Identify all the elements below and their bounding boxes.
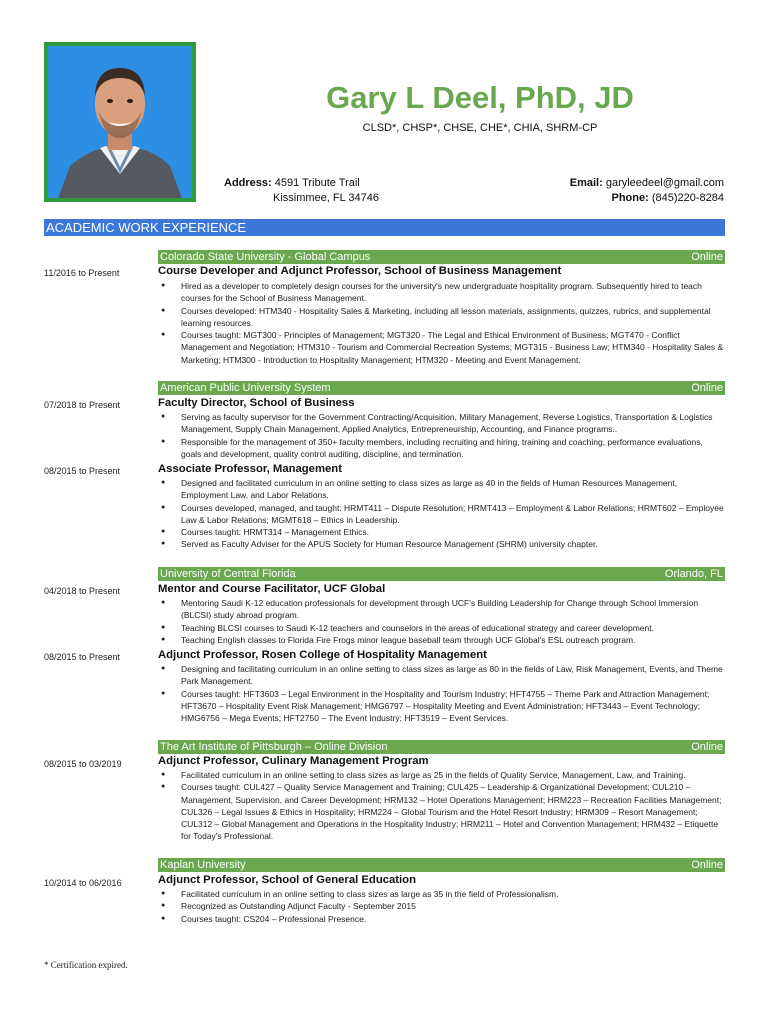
bullet-icon: ● [161, 623, 166, 631]
date-range: 04/2018 to Present [44, 586, 121, 596]
list-item: ● Designed and facilitated curriculum in an online setting to class sizes as large as 40 in the fields of Human Resources Management, Employment Law, and Labor Relations. [161, 478, 678, 501]
address-block [224, 176, 379, 206]
bullet-icon: ● [161, 437, 166, 445]
date-range: 11/2016 to Present [44, 268, 120, 278]
phone-number: (845)220-8284 [651, 192, 724, 204]
org-name: University of Central Florida [160, 568, 296, 580]
bullet-icon: ● [161, 479, 166, 486]
org-bar [158, 567, 725, 581]
position-title: Adjunct Professor, School of General Education [158, 874, 416, 886]
bullet-icon: ● [161, 783, 166, 791]
list-item: ● Facilitated curriculum in an online setting to class sizes as large as 25 in the fields of Quality Service, Management, Law, and Training. [161, 770, 686, 780]
bullet-icon: ● [161, 413, 166, 420]
list-item: ● Recognized as Outstanding Adjunct Faculty - September 2015 [161, 901, 416, 912]
org-bar [158, 858, 725, 872]
date-range: 07/2018 to Present [44, 400, 121, 410]
bullet-icon: ● [161, 331, 166, 339]
org-name: The Art Institute of Pittsburgh – Online Division [160, 741, 388, 753]
bullet-list [158, 597, 725, 646]
profile-portrait-icon [48, 46, 192, 198]
bullet-list [158, 477, 725, 551]
bullet-icon: ● [161, 599, 166, 606]
phone-label: Phone: [611, 192, 649, 204]
email-link[interactable]: garyleedeel@gmail.com [605, 177, 724, 189]
list-item: ● Hired as a developer to completely design courses for the university's new undergraduate hospitality program. Subsequently hired to teach courses for the School of Business Management. [161, 281, 702, 304]
list-item: ● Mentoring Saudi K-12 education professionals for development through UCF's Building Leadership for Change through School Immersion (BLCSI) study abroad program. [161, 598, 699, 621]
date-range: 08/2015 to Present [44, 652, 121, 662]
list-item: ● Responsible for the management of 350+ faculty members, including recruiting and hiring, training and coaching, performance evaluations, goals and development, quality control auditing, discipline, and termination. [161, 436, 703, 459]
bullet-list [158, 769, 725, 843]
org-bar [158, 740, 725, 754]
bullet-list [158, 663, 725, 724]
list-item: ● Courses developed: HTM340 - Hospitality Sales & Marketing, including all lesson materials, assignments, quizzes, rubrics, and supplemental learning resources. [161, 305, 711, 328]
address-line1: 4591 Tribute Trail [274, 177, 360, 189]
list-item: ● Courses taught: HRMT314 – Management Ethics. [161, 527, 370, 538]
candidate-name: Gary L Deel, PhD, JD [326, 80, 634, 115]
address-line2: Kissimmee, FL 34746 [273, 192, 379, 204]
list-item: ● Teaching BLCSI courses to Saudi K-12 teachers and counselors in the areas of educational strategy and career development. [161, 622, 654, 633]
bullet-icon: ● [161, 635, 166, 643]
bullet-list [158, 280, 725, 366]
footnote: * Certification expired. [44, 960, 128, 970]
profile-photo [48, 46, 192, 198]
list-item: ● Facilitated curriculum in an online setting to class sizes as large as 35 in the field of Professionalism. [161, 889, 559, 899]
org-name: American Public University System [160, 382, 331, 394]
bullet-icon: ● [161, 306, 166, 314]
profile-photo-frame [44, 42, 196, 202]
org-location: Online [691, 382, 723, 394]
position-title: Adjunct Professor, Rosen College of Hospitality Management [158, 649, 487, 661]
position-title: Associate Professor, Management [158, 463, 342, 475]
bullet-icon: ● [161, 914, 166, 922]
list-item: ● Courses taught: CUL427 – Quality Service Management and Training; CUL425 – Leadership & Organizational Development; CUL210 – Management, Supervision, and Career Development; HRM132 – Hotel Operations Management; HRM223 – Recreation Facilities Management; CUL326 – Legal Issues & Ethics in Hospitality; HRM224 – Global Tourism and the Hotel Resort Industry; HRM309 – Resort Management; CUL312 – Global Management and Operations in the Hospitality Industry; HRM211 – Hotel and Convention Management; HRM432 – Etiquette for Today's Professional. [161, 782, 722, 842]
position-title: Mentor and Course Facilitator, UCF Global [158, 583, 386, 595]
position-title: Adjunct Professor, Culinary Management Program [158, 755, 429, 767]
bullet-icon: ● [161, 503, 166, 511]
date-range: 10/2014 to 06/2016 [44, 878, 122, 888]
list-item: ● Courses developed, managed, and taught: HRMT411 – Dispute Resolution; HRMT413 – Employment & Labor Relations; HRMT602 – Employee Law & Labor Relations; MGMT618 – Ethics in Leadership. [161, 502, 724, 525]
list-item: ● Designing and facilitating curriculum in an online setting to class sizes as large as 80 in the fields of Law, Risk Management, Events, and Theme Park Management. [161, 664, 723, 687]
bullet-list [158, 888, 725, 925]
bullet-icon: ● [161, 540, 166, 548]
list-item: ● Serving as faculty supervisor for the Government Contracting/Acquisition, Military Management, Reverse Logistics, Transportation & Logistics Management, Supply Chain Management, Applied Analytics, Entrepreneurship, Accounting, and Finance programs.. [161, 412, 713, 435]
address-label: Address: [224, 177, 272, 189]
credentials: CLSD*, CHSP*, CHSE, CHE*, CHIA, SHRM-CP [362, 122, 598, 134]
org-bar [158, 381, 725, 395]
bullet-icon: ● [161, 890, 166, 897]
org-bar [158, 250, 725, 264]
date-range: 08/2015 to 03/2019 [44, 759, 122, 769]
list-item: ● Served as Faculty Adviser for the APUS Society for Human Resource Management (SHRM) university chapter. [161, 539, 598, 550]
bullet-icon: ● [161, 528, 166, 536]
contact-block [570, 176, 724, 206]
section-heading: ACADEMIC WORK EXPERIENCE [44, 219, 725, 236]
email-label: Email: [569, 177, 603, 189]
date-range: 08/2015 to Present [44, 466, 121, 476]
bullet-icon: ● [161, 665, 166, 672]
org-name: Colorado State University - Global Campus [160, 251, 371, 263]
list-item: ● Teaching English classes to Florida Fire Frogs minor league baseball team through UCF Global's ESL outreach program. [161, 634, 636, 645]
bullet-icon: ● [161, 771, 166, 778]
position-title: Course Developer and Adjunct Professor, School of Business Management [158, 265, 562, 277]
org-location: Online [691, 741, 723, 753]
org-location: Orlando, FL [664, 568, 723, 580]
bullet-list [158, 411, 725, 460]
bullet-icon: ● [161, 282, 166, 289]
org-name: Kaplan University [160, 859, 246, 871]
position-title: Faculty Director, School of Business [158, 397, 355, 409]
bullet-icon: ● [161, 689, 166, 697]
list-item: ● Courses taught: HFT3603 – Legal Environment in the Hospitality and Tourism Industry; HFT4755 – Theme Park and Attraction Management; HFT3670 – Hospitality Event Risk Management; HMG6797 – Hospitality Meeting and Event Administration; HFT3443 – Event Technology; HMG6756 – Mega Events; HFT2750 – The Event Industry; HFT3519 – Event Services. [161, 688, 710, 724]
list-item: ● Courses taught: CS204 – Professional Presence. [161, 913, 367, 924]
org-location: Online [691, 859, 723, 871]
org-location: Online [691, 251, 723, 263]
bullet-icon: ● [161, 902, 166, 910]
list-item: ● Courses taught: MGT300 - Principles of Management; MGT320 - The Legal and Ethical Environment of Business; MGT470 - Conflict Management and Negotiation; HTM310 - Tourism and Commercial Recreation Systems; MGT315 - Business Law; HTM340 - Hospitality Sales & Marketing; HTM300 - Introduction to Hospitality Management; HTM320 - Meeting and Event Management. [161, 330, 724, 365]
